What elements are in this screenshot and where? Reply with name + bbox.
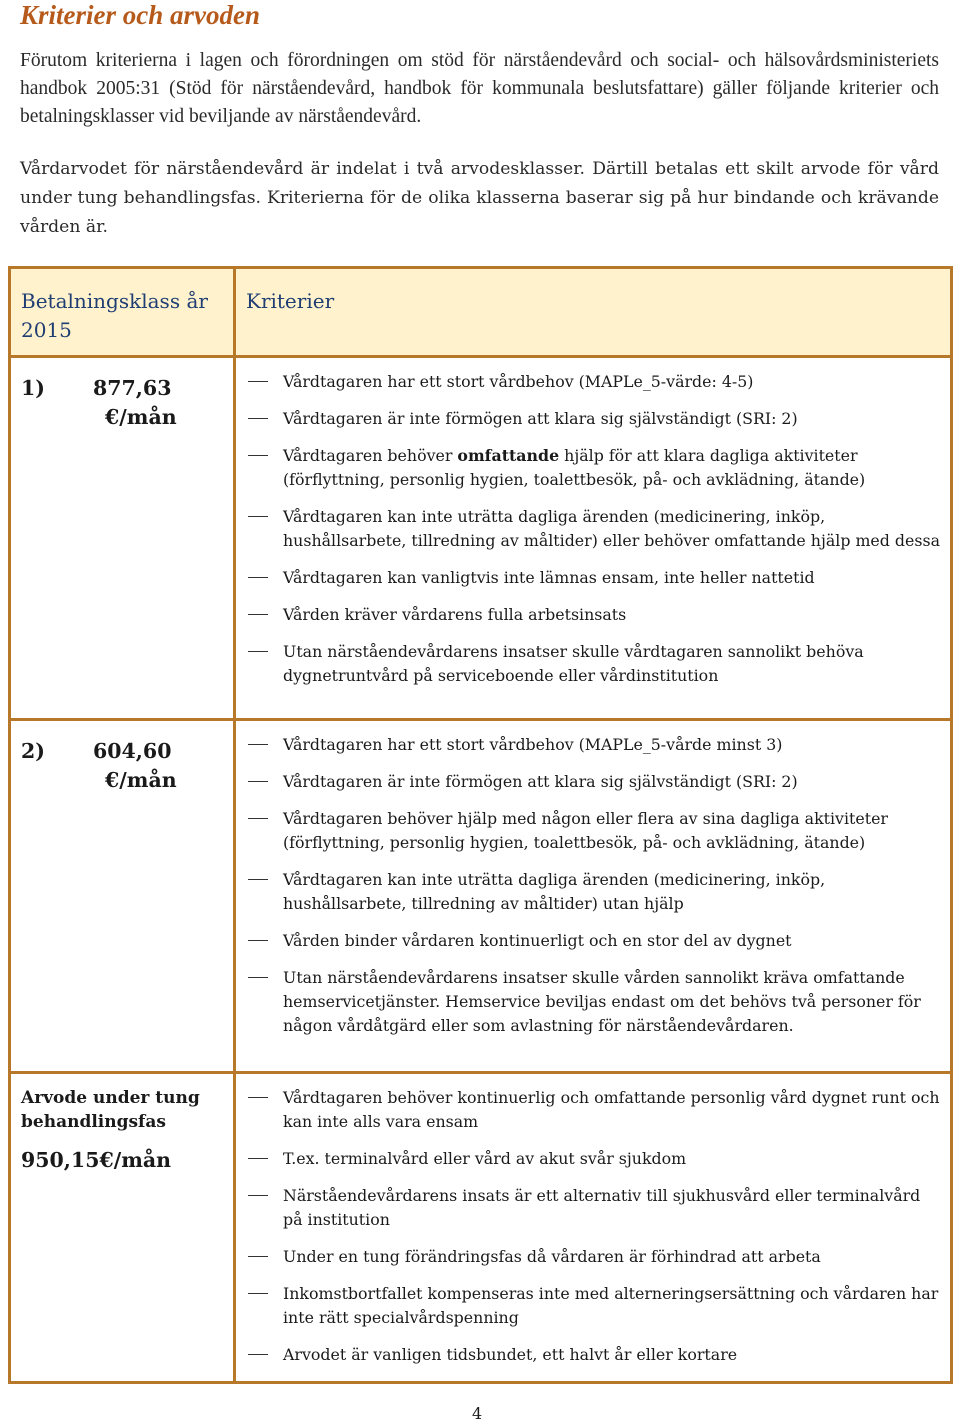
criteria-list bbox=[236, 1074, 950, 1381]
list-item: Vårdtagaren kan inte uträtta dagliga ärenden (medicinering, inköp, hushållsarbete, tillredning av måltider) eller behöver omfattande hjälp med dessa bbox=[248, 505, 940, 553]
class-amount: 877,63 bbox=[93, 376, 172, 400]
list-item: Vårdtagaren behöver kontinuerlig och omfattande personlig vård dygnet runt och kan inte alls vara ensam bbox=[248, 1086, 940, 1134]
class-1-label bbox=[11, 358, 233, 432]
dash-icon bbox=[248, 381, 268, 382]
dash-icon bbox=[248, 818, 268, 819]
list-item: Utan närståendevårdarens insatser skulle vårdtagaren sannolikt behöva dygnetruntvård på serviceboende eller vårdinstitution bbox=[248, 640, 940, 688]
class-1-cell bbox=[10, 357, 235, 720]
class-3-cell bbox=[10, 1073, 235, 1383]
dash-icon bbox=[248, 1354, 268, 1355]
emphasis-text: omfattande bbox=[457, 446, 560, 465]
list-item: Vårdtagaren kan inte uträtta dagliga ärenden (medicinering, inköp, hushållsarbete, tillredning av måltider) utan hjälp bbox=[248, 868, 940, 916]
list-item: Vårdtagaren kan vanligtvis inte lämnas ensam, inte heller nattetid bbox=[248, 566, 940, 590]
header-criteria: Kriterier bbox=[235, 268, 952, 357]
criteria-list bbox=[236, 358, 950, 702]
class-3-criteria bbox=[235, 1073, 952, 1383]
table-row bbox=[10, 357, 952, 720]
list-item: Vårdtagaren behöver hjälp med någon eller flera av sina dagliga aktiviteter (förflyttning, personlig hygien, toalettbesök, på- och avklädning, ätande) bbox=[248, 807, 940, 855]
page-title: Kriterier och arvoden bbox=[20, 0, 260, 30]
criteria-list bbox=[236, 721, 950, 1052]
list-item: Vårdtagaren har ett stort vårdbehov (MAPLe_5-vårde minst 3) bbox=[248, 733, 940, 757]
class-2-criteria bbox=[235, 720, 952, 1073]
class-per: €/mån bbox=[105, 405, 177, 429]
list-item: Inkomstbortfallet kompenseras inte med alterneringsersättning och vårdaren har inte rätt specialvårdspenning bbox=[248, 1282, 940, 1330]
dash-icon bbox=[248, 940, 268, 941]
class-number: 2) bbox=[21, 739, 45, 763]
class-number: 1) bbox=[21, 376, 45, 400]
dash-icon bbox=[248, 879, 268, 880]
dash-icon bbox=[248, 418, 268, 419]
header-payment-class: Betalningsklass år 2015 bbox=[10, 268, 235, 357]
list-item: Under en tung förändringsfas då vårdaren är förhindrad att arbeta bbox=[248, 1245, 940, 1269]
class-per: €/mån bbox=[105, 768, 177, 792]
list-item: Vården binder vårdaren kontinuerligt och en stor del av dygnet bbox=[248, 929, 940, 953]
list-item: Närståendevårdarens insats är ett alternativ till sjukhusvård eller terminalvård på institution bbox=[248, 1184, 940, 1232]
dash-icon bbox=[248, 781, 268, 782]
dash-icon bbox=[248, 1195, 268, 1196]
page-number: 4 bbox=[472, 1404, 483, 1423]
class-2-label bbox=[11, 721, 233, 795]
dash-icon bbox=[248, 1097, 268, 1098]
table-row bbox=[10, 720, 952, 1073]
bold-text: Vårdtagaren behöver omfattande hjälp för att klara dagliga aktiviteter (förflyttning, personlig hygien, toalettbesök, på- och avklädning, ätande) bbox=[283, 446, 866, 489]
class-amount: 604,60 bbox=[93, 739, 172, 763]
dash-icon bbox=[248, 516, 268, 517]
dash-icon bbox=[248, 977, 268, 978]
table-header-row bbox=[10, 268, 952, 357]
class-2-cell bbox=[10, 720, 235, 1073]
list-item: Vården kräver vårdarens fulla arbetsinsats bbox=[248, 603, 940, 627]
table-row bbox=[10, 1073, 952, 1383]
intro-paragraph: Förutom kriterierna i lagen och förordningen om stöd för närståendevård och social- och hälsovårdsministeriets handbok 2005:31 (Stöd för närståendevård, handbok för kommunala beslutsfattare) gäller följande kriterier och betalningsklasser vid beviljande av närståendevård. bbox=[20, 50, 939, 127]
dash-icon bbox=[248, 614, 268, 615]
list-item: T.ex. terminalvård eller vård av akut svår sjukdom bbox=[248, 1147, 940, 1171]
dash-icon bbox=[248, 1293, 268, 1294]
list-item: Utan närståendevårdarens insatser skulle vården sannolikt kräva omfattande hemservicetjänster. Hemservice beviljas endast om det behövs två personer för någon vårdåtgärd eller som avlastning för närståendevårdaren. bbox=[248, 966, 940, 1038]
criteria-table bbox=[8, 266, 953, 1384]
class-1-criteria bbox=[235, 357, 952, 720]
list-item: Vårdtagaren har ett stort vårdbehov (MAPLe_5-värde: 4-5) bbox=[248, 370, 940, 394]
list-item: Vårdtagaren är inte förmögen att klara sig självständigt (SRI: 2) bbox=[248, 407, 940, 431]
dash-icon bbox=[248, 651, 268, 652]
list-item: Arvodet är vanligen tidsbundet, ett halvt år eller kortare bbox=[248, 1343, 940, 1367]
dash-icon bbox=[248, 577, 268, 578]
dash-icon bbox=[248, 1256, 268, 1257]
second-paragraph: Vårdarvodet för närståendevård är indelat i två arvodesklasser. Därtill betalas ett skilt arvode för vård under tung behandlingsfas. Kriterierna för de olika klasserna baserar sig på hur bindande och krävande vården är. bbox=[20, 159, 939, 237]
dash-icon bbox=[248, 1158, 268, 1159]
list-item bbox=[248, 444, 940, 492]
dash-icon bbox=[248, 455, 268, 456]
heavy-phase-label: Arvode under tung behandlingsfas bbox=[21, 1088, 200, 1132]
list-item: Vårdtagaren är inte förmögen att klara sig självständigt (SRI: 2) bbox=[248, 770, 940, 794]
heavy-phase-amount: 950,15€/mån bbox=[21, 1148, 172, 1172]
dash-icon bbox=[248, 744, 268, 745]
